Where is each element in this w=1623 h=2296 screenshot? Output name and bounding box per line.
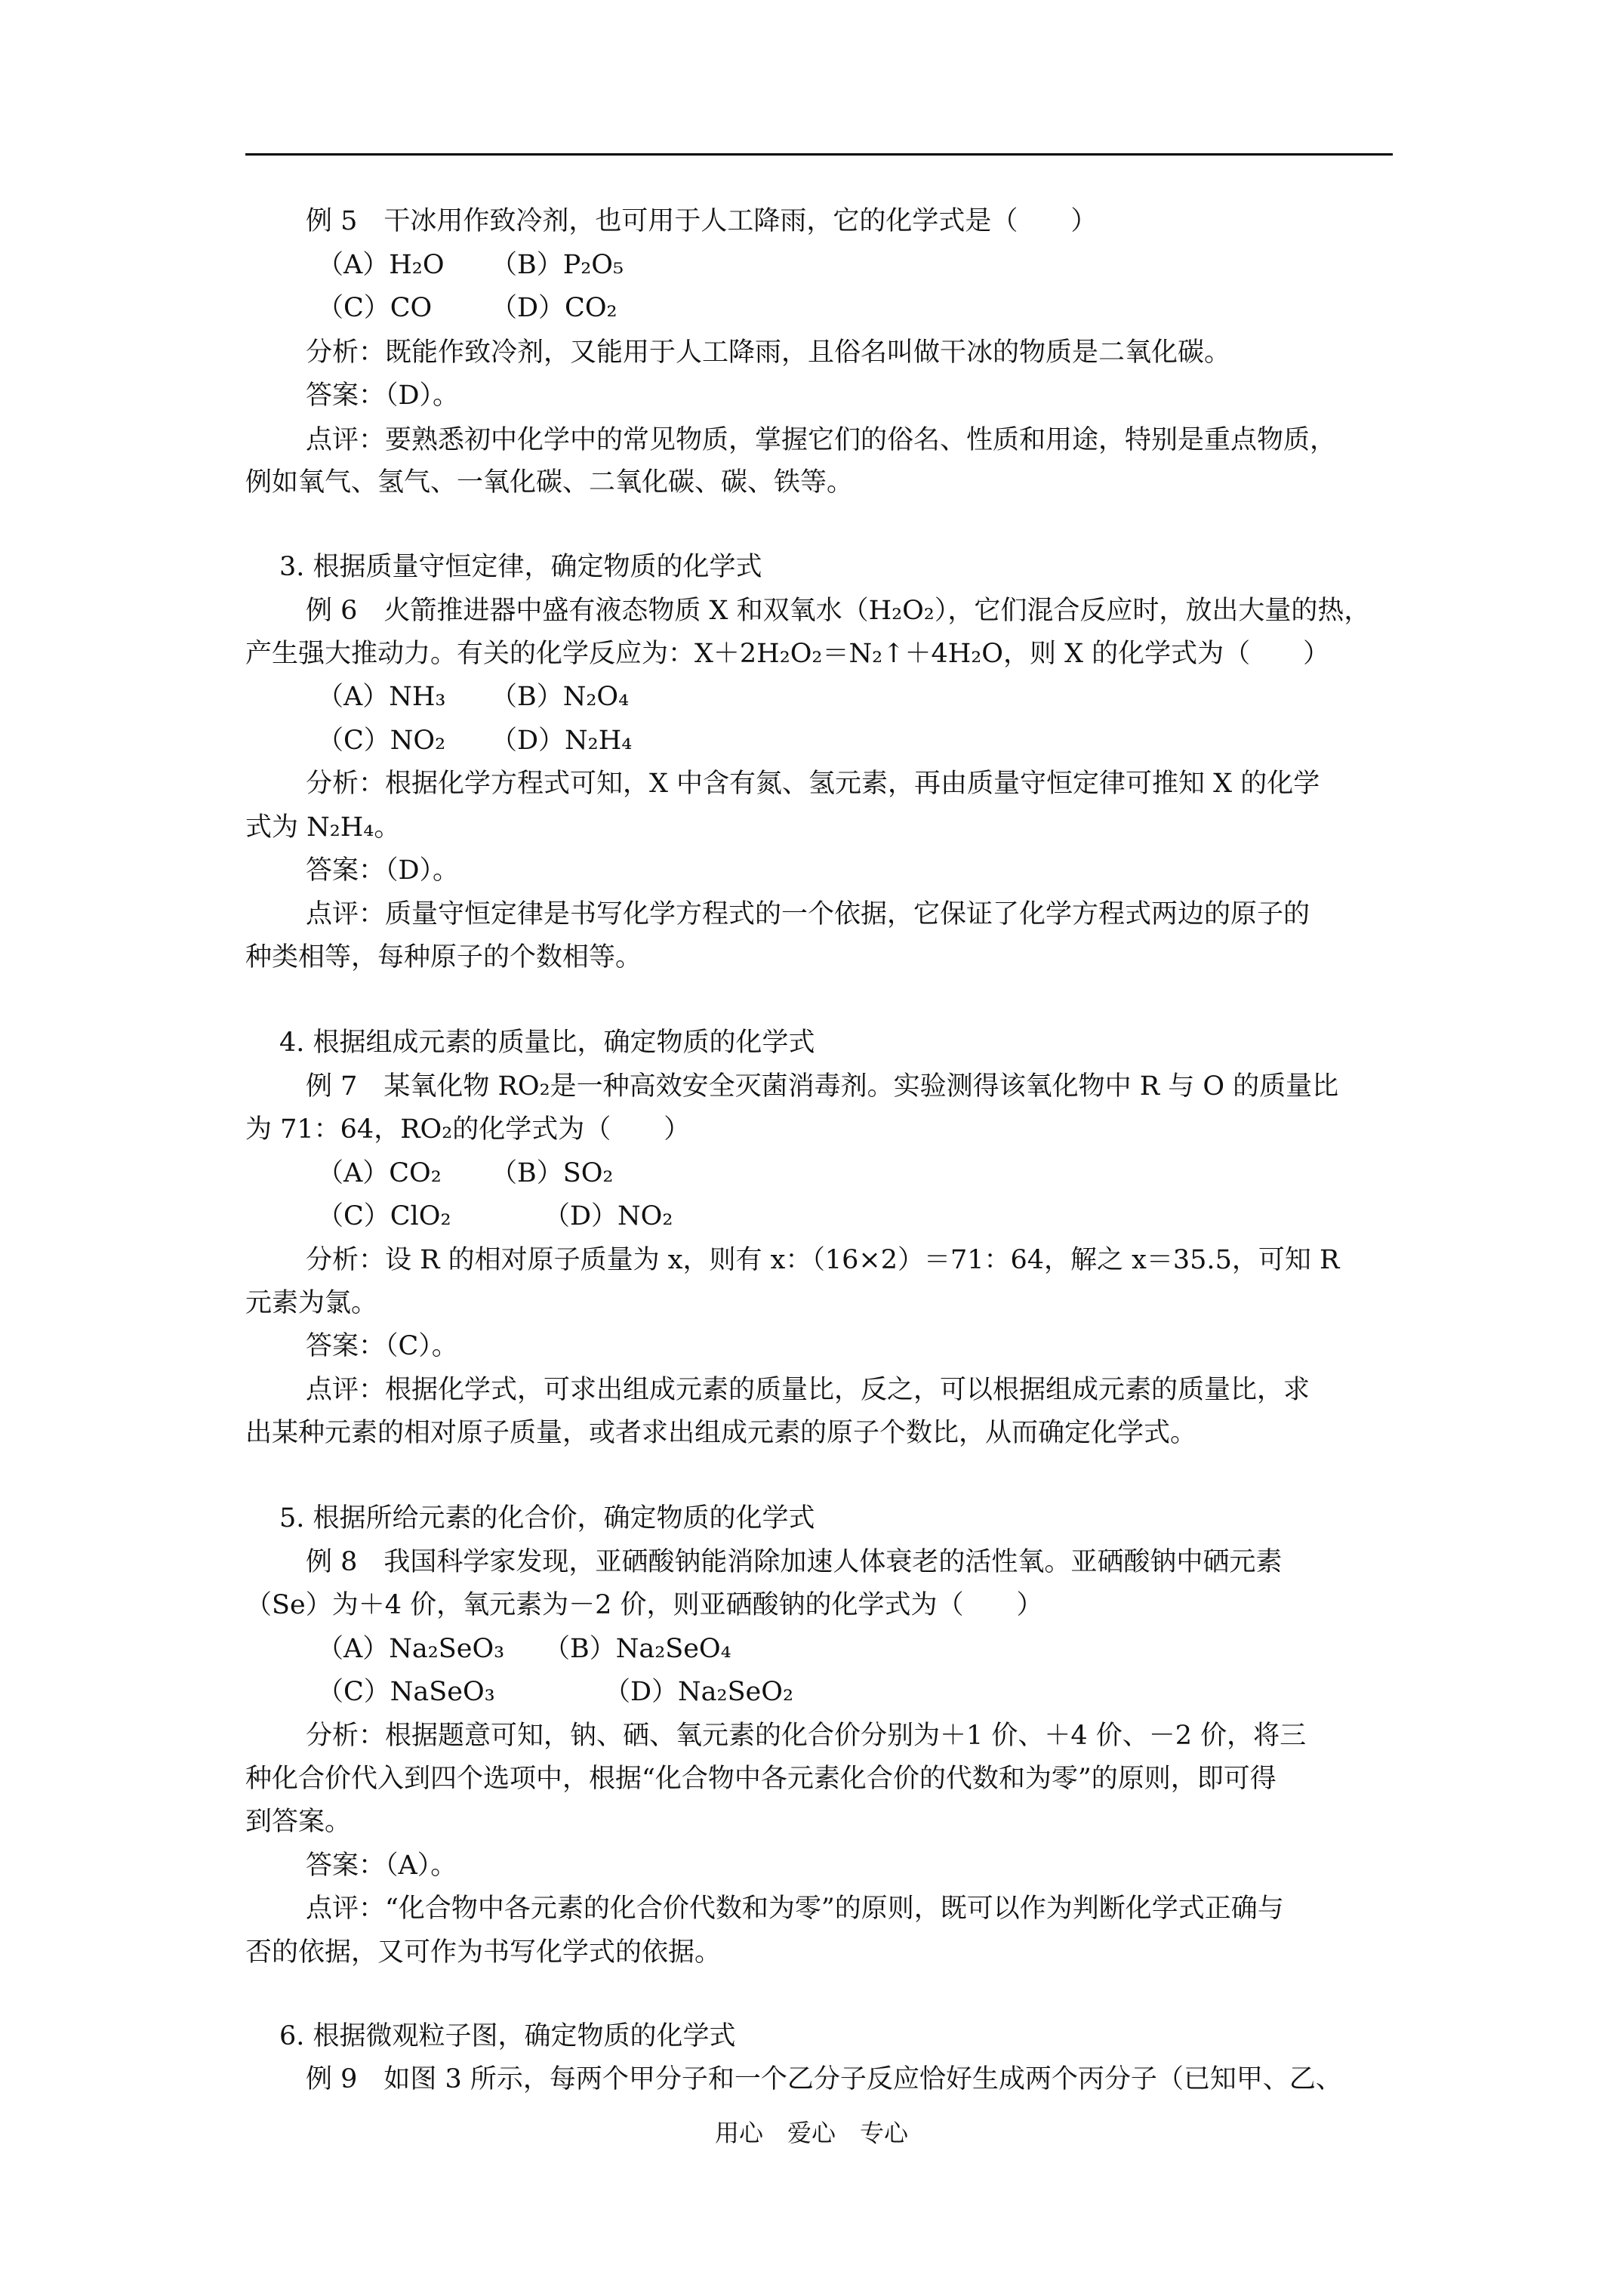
example-5-question: 例 5 干冰用作致冷剂，也可用于人工降雨，它的化学式是（ ） <box>306 206 1098 236</box>
example-8-question-line1: 例 8 我国科学家发现，亚硒酸钠能消除加速人体衰老的活性氧。亚硒酸钠中硒元素 <box>306 1547 1283 1577</box>
example-7-question-line2: 为 71：64，RO₂的化学式为（ ） <box>245 1114 691 1145</box>
example-8-analysis-line1: 分析：根据题意可知，钠、硒、氧元素的化合价分别为＋1 价、＋4 价、－2 价，将三 <box>306 1721 1307 1751</box>
example-7-option-b: （B）SO₂ <box>491 1158 614 1188</box>
example-5-analysis: 分析：既能作致冷剂，又能用于人工降雨，且俗名叫做干冰的物质是二氧化碳。 <box>306 337 1231 368</box>
example-7-comment-line1: 点评：根据化学式，可求出组成元素的质量比，反之，可以根据组成元素的质量比，求 <box>306 1375 1310 1405</box>
example-7-option-d: （D）NO₂ <box>544 1201 673 1231</box>
example-6-option-a: （A）NH₃ <box>317 682 446 712</box>
example-6-option-c: （C）NO₂ <box>317 726 446 756</box>
example-5-option-a: （A）H₂O <box>317 250 445 280</box>
example-6-question-line2: 产生强大推动力。有关的化学反应为：X＋2H₂O₂＝N₂↑＋4H₂O，则 X 的化学式为（ ） <box>245 639 1330 669</box>
example-6-comment-line2: 种类相等，每种原子的个数相等。 <box>245 942 642 972</box>
example-8-question-line2: （Se）为＋4 价，氧元素为－2 价，则亚硒酸钠的化学式为（ ） <box>245 1590 1043 1620</box>
example-5-comment-line2: 例如氧气、氢气、一氧化碳、二氧化碳、碳、铁等。 <box>245 467 854 498</box>
example-8-option-b: （B）Na₂SeO₄ <box>544 1634 731 1664</box>
example-6-analysis-line2: 式为 N₂H₄。 <box>245 812 401 843</box>
example-5-option-b: （B）P₂O₅ <box>491 250 624 280</box>
example-6-option-b: （B）N₂O₄ <box>491 682 630 712</box>
example-8-option-a: （A）Na₂SeO₃ <box>317 1634 505 1664</box>
example-9-question-line1: 例 9 如图 3 所示，每两个甲分子和一个乙分子反应恰好生成两个丙分子（已知甲、乙、 <box>306 2064 1342 2094</box>
section-4-heading: 4. 根据组成元素的质量比，确定物质的化学式 <box>279 1028 815 1058</box>
example-7-option-c: （C）ClO₂ <box>317 1201 451 1231</box>
section-6-heading: 6. 根据微观粒子图，确定物质的化学式 <box>279 2021 736 2051</box>
section-5-heading: 5. 根据所给元素的化合价，确定物质的化学式 <box>279 1503 815 1533</box>
example-6-analysis-line1: 分析：根据化学方程式可知，X 中含有氮、氢元素，再由质量守恒定律可推知 X 的化学 <box>306 769 1320 799</box>
example-7-answer: 答案：（C）。 <box>306 1331 458 1361</box>
example-8-analysis-line2: 种化合价代入到四个选项中，根据“化合物中各元素化合价的代数和为零”的原则，即可得 <box>245 1764 1277 1794</box>
example-6-comment-line1: 点评：质量守恒定律是书写化学方程式的一个依据，它保证了化学方程式两边的原子的 <box>306 899 1310 929</box>
example-7-analysis-line2: 元素为氯。 <box>245 1288 378 1318</box>
header-rule <box>245 153 1393 156</box>
example-5-option-d: （D）CO₂ <box>491 293 617 323</box>
example-5-comment-line1: 点评：要熟悉初中化学中的常见物质，掌握它们的俗名、性质和用途，特别是重点物质， <box>306 425 1337 455</box>
example-8-comment-line2: 否的依据，又可作为书写化学式的依据。 <box>245 1937 722 1968</box>
example-5-answer: 答案：（D）。 <box>306 381 460 411</box>
example-6-answer: 答案：（D）。 <box>306 855 460 886</box>
example-7-option-a: （A）CO₂ <box>317 1158 442 1188</box>
example-8-comment-line1: 点评：“化合物中各元素的化合价代数和为零”的原则，既可以作为判断化学式正确与 <box>306 1894 1284 1924</box>
section-3-heading: 3. 根据质量守恒定律，确定物质的化学式 <box>279 552 762 582</box>
example-8-analysis-line3: 到答案。 <box>245 1807 352 1837</box>
example-6-option-d: （D）N₂H₄ <box>491 726 633 756</box>
example-7-comment-line2: 出某种元素的相对原子质量，或者求出组成元素的原子个数比，从而确定化学式。 <box>245 1418 1197 1448</box>
page-footer: 用心 爱心 专心 <box>714 2119 908 2147</box>
example-5-option-c: （C）CO <box>317 293 433 323</box>
example-8-option-c: （C）NaSeO₃ <box>317 1677 495 1707</box>
example-6-question-line1: 例 6 火箭推进器中盛有液态物质 X 和双氧水（H₂O₂），它们混合反应时，放出大量的热， <box>306 596 1371 626</box>
example-7-question-line1: 例 7 某氧化物 RO₂是一种高效安全灭菌消毒剂。实验测得该氧化物中 R 与 O 的质量比 <box>306 1071 1339 1102</box>
example-8-option-d: （D）Na₂SeO₂ <box>604 1677 793 1707</box>
example-8-answer: 答案：（A）。 <box>306 1851 457 1881</box>
example-7-analysis-line1: 分析：设 R 的相对原子质量为 x，则有 x：（16×2）＝71：64，解之 x＝35.5，可知 R <box>306 1245 1340 1275</box>
